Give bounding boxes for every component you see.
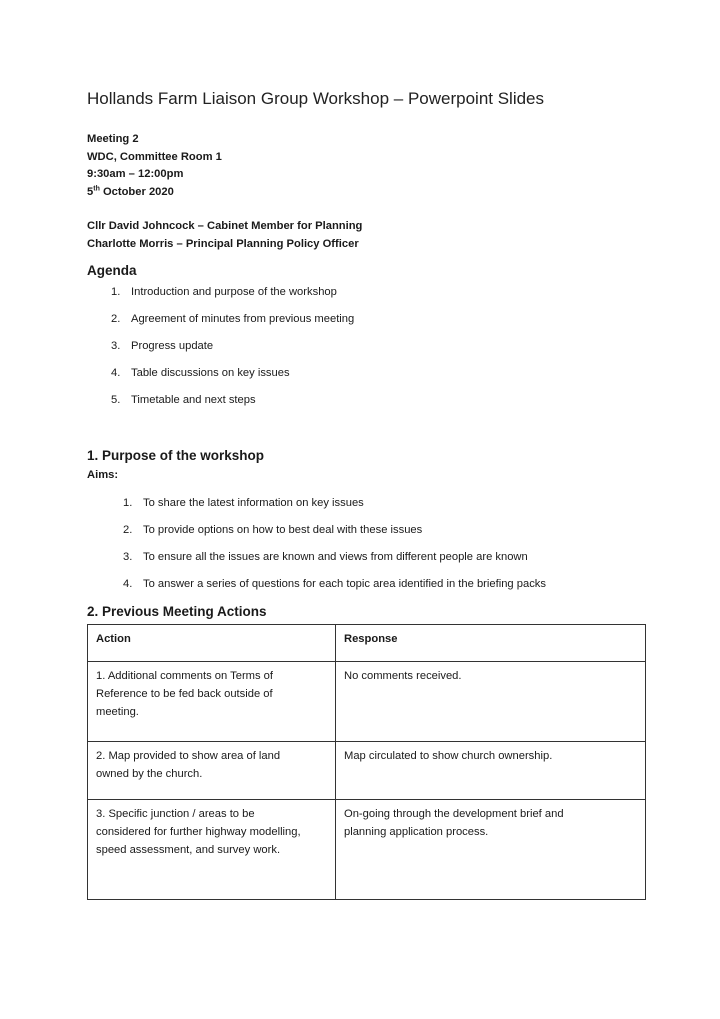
item-number: 2. [111, 313, 121, 325]
table-row [88, 742, 646, 800]
response-cell [336, 800, 646, 900]
meeting-date-suffix: th [93, 184, 100, 192]
action-cell [88, 800, 336, 900]
column-header-action: Action [88, 625, 336, 662]
column-header-response: Response [336, 625, 646, 662]
cell-line: 2. Map provided to show area of land [96, 750, 281, 762]
cell-line: meeting. [96, 706, 139, 718]
agenda-heading: Agenda [87, 263, 137, 278]
attendee: Cllr David Johncock – Cabinet Member for Planning [87, 220, 363, 232]
response-cell [336, 662, 646, 742]
item-text: Progress update [131, 340, 214, 352]
cell-line: On-going through the development brief and [344, 808, 564, 820]
table-row [88, 662, 646, 742]
meeting-venue: WDC, Committee Room 1 [87, 150, 222, 163]
item-text: Timetable and next steps [131, 394, 256, 406]
item-number: 3. [123, 551, 133, 563]
item-text: To share the latest information on key issues [143, 497, 364, 509]
cell-line: owned by the church. [96, 768, 203, 780]
action-cell [88, 742, 336, 800]
meeting-date-day: 5 [87, 185, 94, 198]
item-number: 1. [111, 286, 121, 298]
aims-label: Aims: [87, 469, 119, 481]
cell-line: No comments received. [344, 670, 462, 682]
item-text: Table discussions on key issues [131, 367, 290, 379]
meeting-time: 9:30am – 12:00pm [87, 168, 184, 180]
document-title: Hollands Farm Liaison Group Workshop – Powerpoint Slides [87, 89, 545, 108]
attendees [87, 218, 362, 253]
action-cell [88, 662, 336, 742]
item-number: 5. [111, 394, 121, 406]
cell-line: planning application process. [344, 826, 489, 838]
meeting-date [87, 184, 222, 202]
item-number: 1. [123, 497, 133, 509]
cell-line: considered for further highway modelling, [96, 826, 301, 838]
meeting-details [87, 131, 222, 201]
meeting-date-rest: October 2020 [99, 185, 174, 198]
previous-actions-heading: 2. Previous Meeting Actions [87, 604, 267, 619]
cell-line: Map circulated to show church ownership. [344, 750, 553, 762]
item-text: Agreement of minutes from previous meeting [131, 313, 355, 325]
item-number: 2. [123, 524, 133, 536]
cell-line: speed assessment, and survey work. [96, 844, 281, 856]
cell-line: 1. Additional comments on Terms of [96, 670, 274, 682]
item-number: 4. [111, 367, 121, 379]
item-number: 3. [111, 340, 121, 352]
table-header-row [88, 625, 646, 662]
item-text: To answer a series of questions for each topic area identified in the briefing packs [143, 578, 546, 590]
item-number: 4. [123, 578, 133, 590]
item-text: To ensure all the issues are known and views from different people are known [143, 551, 528, 563]
purpose-heading: 1. Purpose of the workshop [87, 448, 265, 463]
cell-line: 3. Specific junction / areas to be [96, 808, 255, 820]
table-row [88, 800, 646, 900]
meeting-name: Meeting 2 [87, 133, 139, 145]
item-text: To provide options on how to best deal with these issues [143, 524, 423, 536]
previous-actions-table [87, 624, 646, 900]
item-text: Introduction and purpose of the workshop [131, 286, 337, 298]
response-cell [336, 742, 646, 800]
cell-line: Reference to be fed back outside of [96, 688, 273, 700]
attendee: Charlotte Morris – Principal Planning Policy Officer [87, 237, 359, 250]
